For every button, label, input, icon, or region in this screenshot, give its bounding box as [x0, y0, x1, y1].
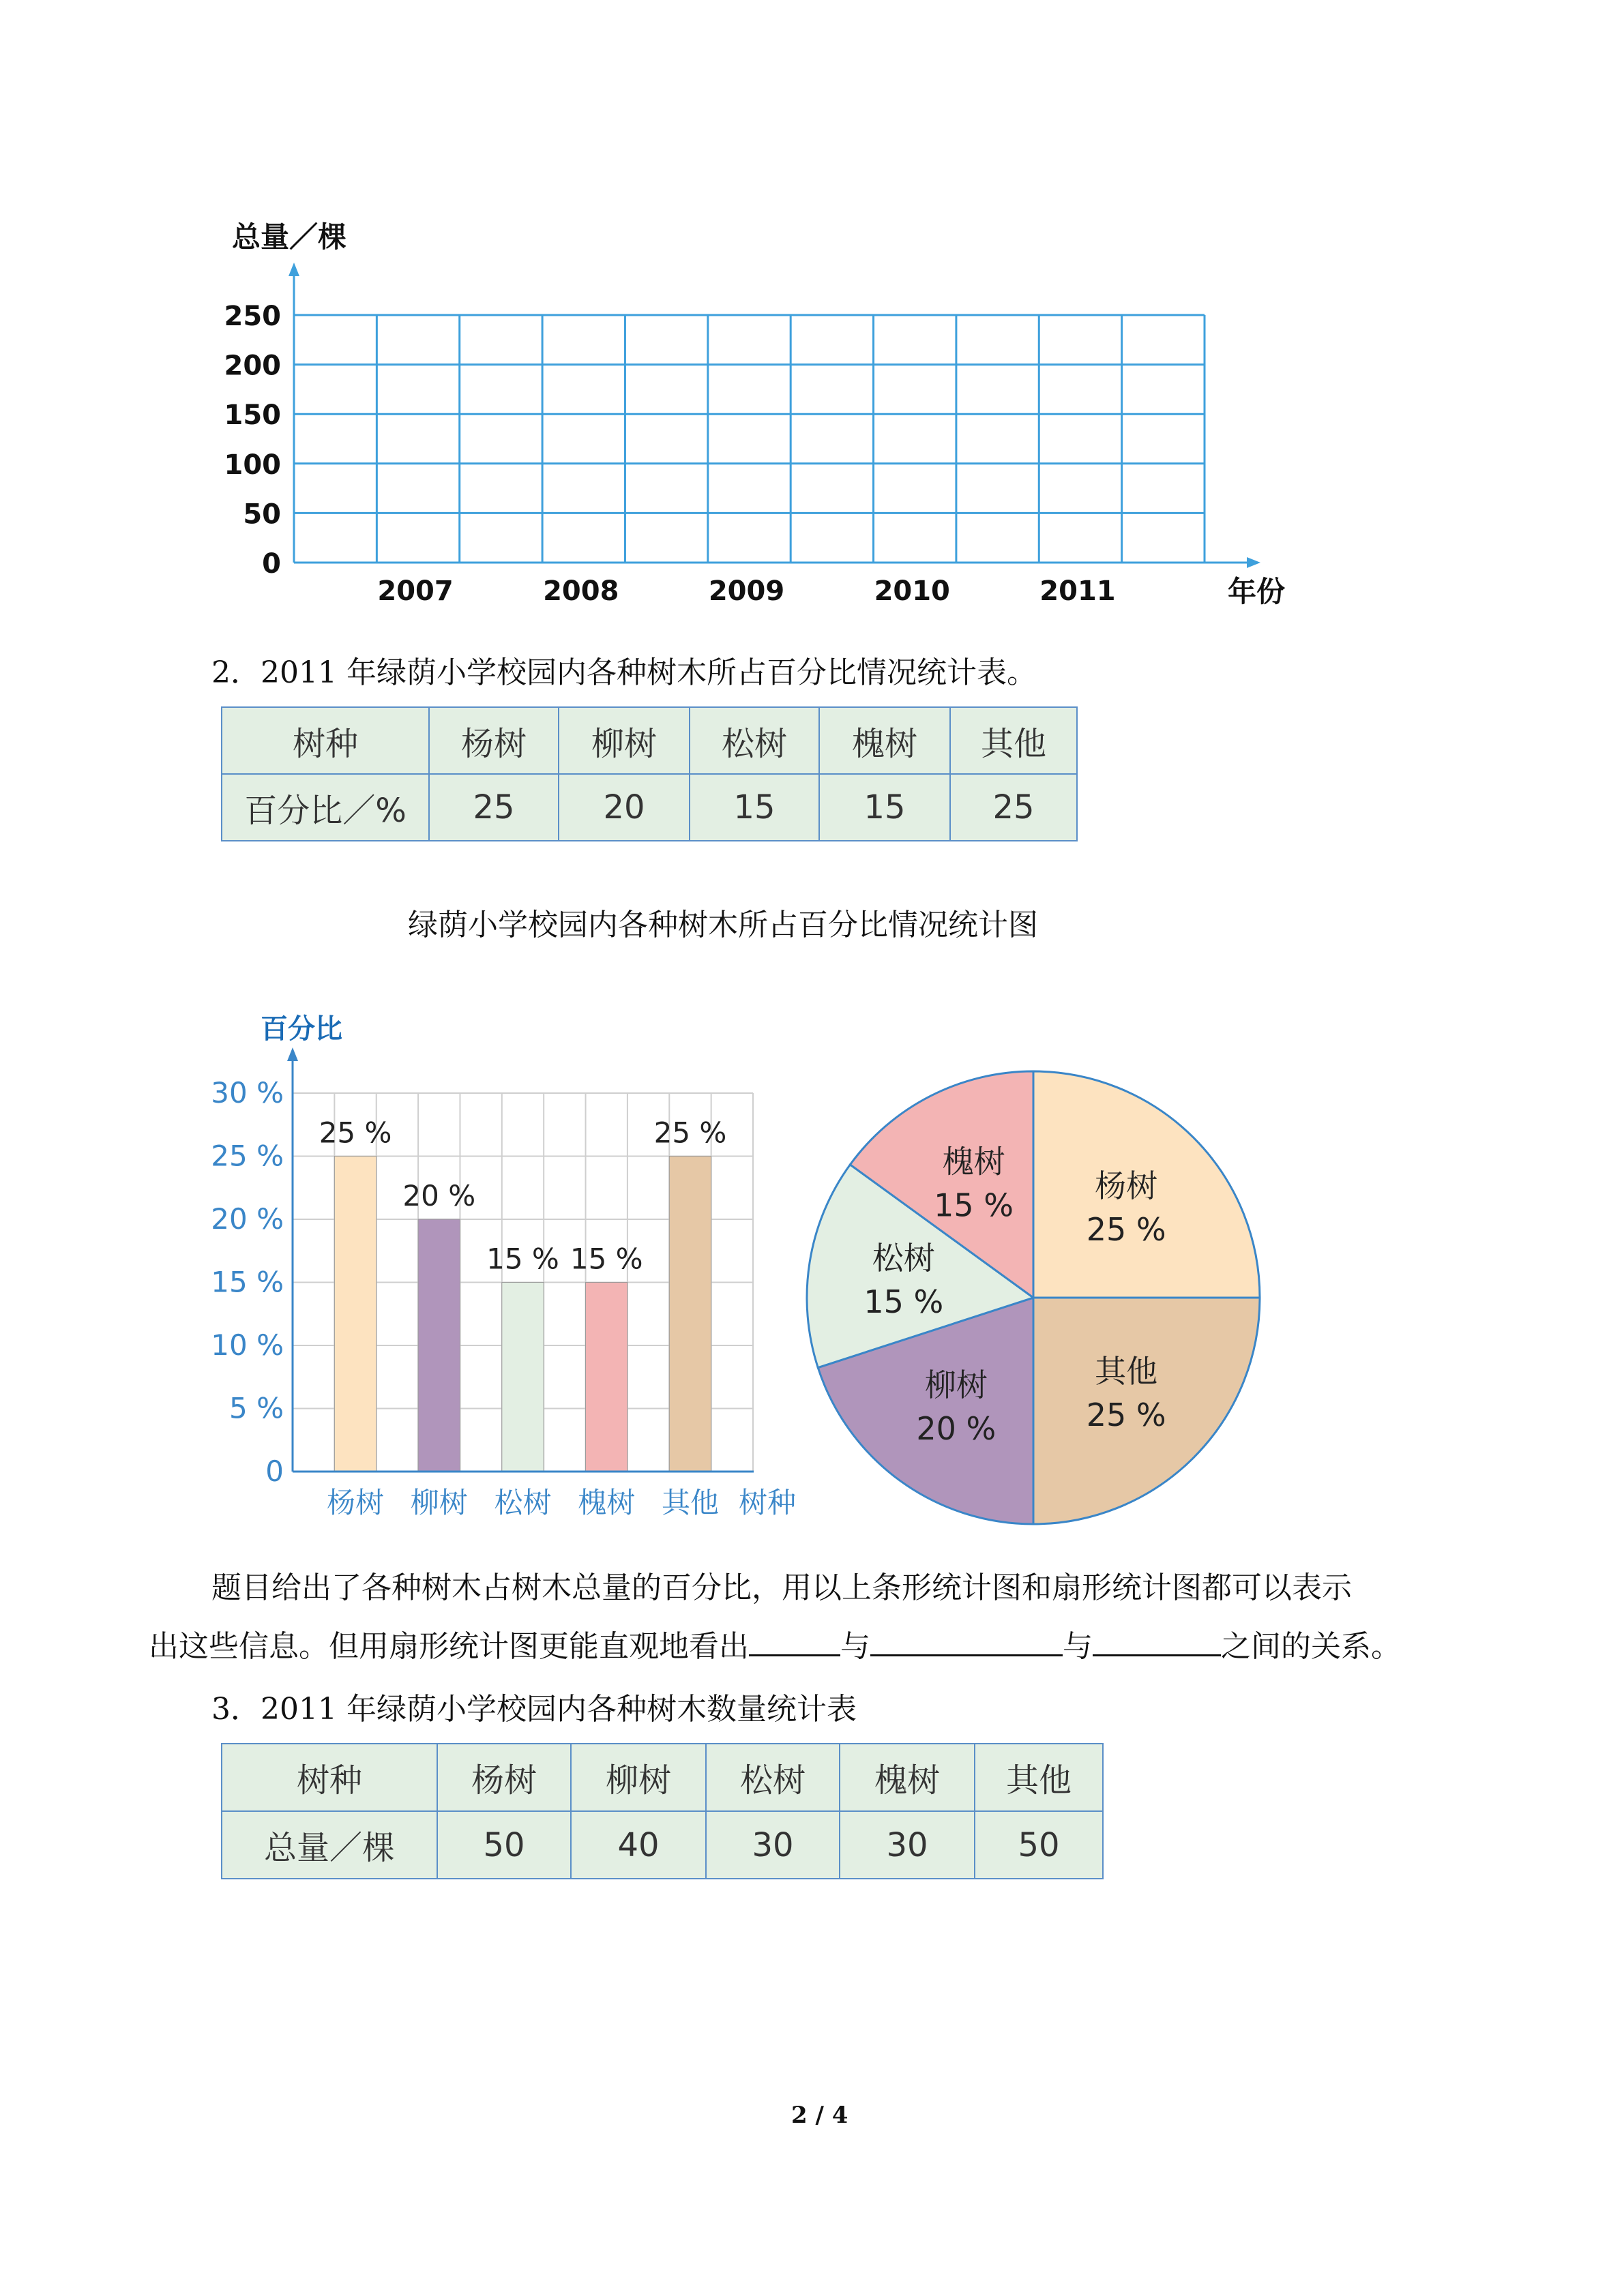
table-row	[222, 1811, 1103, 1879]
blank-line-chart-grid	[205, 205, 1310, 627]
bar-value-label: 15 %	[570, 1242, 643, 1276]
bar-3	[502, 1283, 544, 1472]
paragraph-text: 与	[1063, 1629, 1093, 1664]
bar-y-axis-arrow	[287, 1047, 298, 1061]
bar-y-tick-label: 5 %	[229, 1391, 284, 1425]
pie-chart	[798, 1064, 1275, 1541]
bar-4	[586, 1283, 628, 1472]
table-cell: 树种	[222, 707, 429, 774]
bar-value-label: 25 %	[653, 1116, 727, 1150]
table-cell: 柳树	[571, 1744, 706, 1811]
bar-y-tick-label: 20 %	[211, 1202, 284, 1236]
pie-category-label: 槐树	[942, 1143, 1005, 1180]
x-tick-label: 2007	[377, 576, 454, 607]
bar-y-tick-label: 25 %	[211, 1139, 284, 1173]
table-cell: 50	[437, 1811, 571, 1879]
paragraph-text: 之间的关系。	[1221, 1629, 1401, 1664]
answer-blank-2[interactable]	[870, 1630, 1063, 1656]
table-cell: 其他	[975, 1744, 1103, 1811]
answer-blank-1[interactable]	[749, 1630, 840, 1656]
x-axis-label: 年份	[1228, 575, 1286, 608]
table-row	[222, 774, 1077, 841]
table-cell: 15	[690, 774, 819, 841]
bar-5	[669, 1157, 711, 1472]
table-cell: 柳树	[559, 707, 690, 774]
y-axis-label: 总量／棵	[232, 220, 347, 254]
table-cell: 总量／棵	[222, 1811, 437, 1879]
x-tick-label: 2009	[708, 576, 785, 607]
table-cell: 松树	[706, 1744, 840, 1811]
table-cell: 杨树	[437, 1744, 571, 1811]
x-tick-label: 2010	[874, 576, 950, 607]
bar-category-label: 松树	[494, 1486, 552, 1519]
pie-category-label: 杨树	[1095, 1167, 1158, 1204]
chart-title: 绿荫小学校园内各种树木所占百分比情况统计图	[408, 908, 1038, 942]
bar-category-label: 杨树	[327, 1486, 385, 1519]
table-cell: 树种	[222, 1744, 437, 1811]
paragraph-line-1: 题目给出了各种树木占树木总量的百分比，用以上条形统计图和扇形统计图都可以表示	[211, 1570, 1352, 1605]
table-cell: 30	[706, 1811, 840, 1879]
count-table	[221, 1743, 1104, 1879]
bar-1	[334, 1157, 376, 1472]
q3-heading: 3．2011 年绿荫小学校园内各种树木数量统计表	[211, 1692, 857, 1727]
x-axis-arrow	[1247, 557, 1260, 568]
bar-category-label: 柳树	[410, 1486, 468, 1519]
table-cell: 松树	[690, 707, 819, 774]
y-axis-arrow	[289, 263, 299, 276]
bar-y-tick-label: 15 %	[211, 1265, 284, 1299]
bar-x-axis-label: 树种	[739, 1486, 797, 1519]
bar-value-label: 15 %	[486, 1242, 559, 1276]
pie-value-label: 25 %	[1086, 1210, 1166, 1248]
bar-2	[418, 1219, 460, 1472]
page-number: 2 / 4	[791, 2102, 848, 2129]
paragraph-text: 与	[840, 1629, 870, 1664]
table-cell: 25	[429, 774, 559, 841]
table-cell: 杨树	[429, 707, 559, 774]
y-tick-label: 0	[262, 548, 281, 580]
bar-value-label: 20 %	[402, 1179, 476, 1212]
answer-blank-3[interactable]	[1093, 1630, 1221, 1656]
pie-value-label: 15 %	[934, 1187, 1014, 1224]
x-tick-label: 2008	[543, 576, 619, 607]
pie-value-label: 20 %	[916, 1410, 996, 1447]
bar-y-tick-label: 10 %	[211, 1328, 284, 1362]
table-cell: 15	[819, 774, 950, 841]
bar-y-tick-label: 30 %	[211, 1076, 284, 1109]
pie-category-label: 其他	[1095, 1353, 1158, 1390]
bar-y-tick-label: 0	[265, 1455, 284, 1488]
paragraph-text: 出这些信息。但用扇形统计图更能直观地看出	[149, 1629, 749, 1664]
bar-value-label: 25 %	[319, 1116, 392, 1150]
y-tick-label: 100	[224, 449, 281, 481]
y-tick-label: 50	[243, 498, 281, 531]
pie-value-label: 15 %	[863, 1283, 944, 1320]
y-tick-label: 250	[224, 301, 281, 332]
table-cell: 百分比／%	[222, 774, 429, 841]
bar-y-axis-label: 百分比	[261, 1013, 342, 1045]
y-tick-label: 150	[224, 400, 281, 432]
bar-category-label: 其他	[661, 1486, 719, 1519]
table-cell: 其他	[950, 707, 1077, 774]
table-cell: 50	[975, 1811, 1103, 1879]
bar-chart	[205, 996, 818, 1527]
table-cell: 30	[840, 1811, 975, 1879]
percent-table	[221, 706, 1078, 841]
table-cell: 40	[571, 1811, 706, 1879]
pie-value-label: 25 %	[1086, 1397, 1166, 1434]
bar-category-label: 槐树	[578, 1486, 636, 1519]
table-header-row	[222, 1744, 1103, 1811]
table-cell: 槐树	[819, 707, 950, 774]
table-cell: 槐树	[840, 1744, 975, 1811]
paragraph-line-2	[149, 1622, 1401, 1665]
q2-heading: 2．2011 年绿荫小学校园内各种树木所占百分比情况统计表。	[211, 655, 1037, 690]
pie-category-label: 松树	[872, 1239, 935, 1277]
pie-category-label: 柳树	[924, 1366, 988, 1403]
table-cell: 25	[950, 774, 1077, 841]
table-cell: 20	[559, 774, 690, 841]
table-header-row	[222, 707, 1077, 774]
x-tick-label: 2011	[1039, 576, 1116, 607]
y-tick-label: 200	[224, 350, 281, 382]
